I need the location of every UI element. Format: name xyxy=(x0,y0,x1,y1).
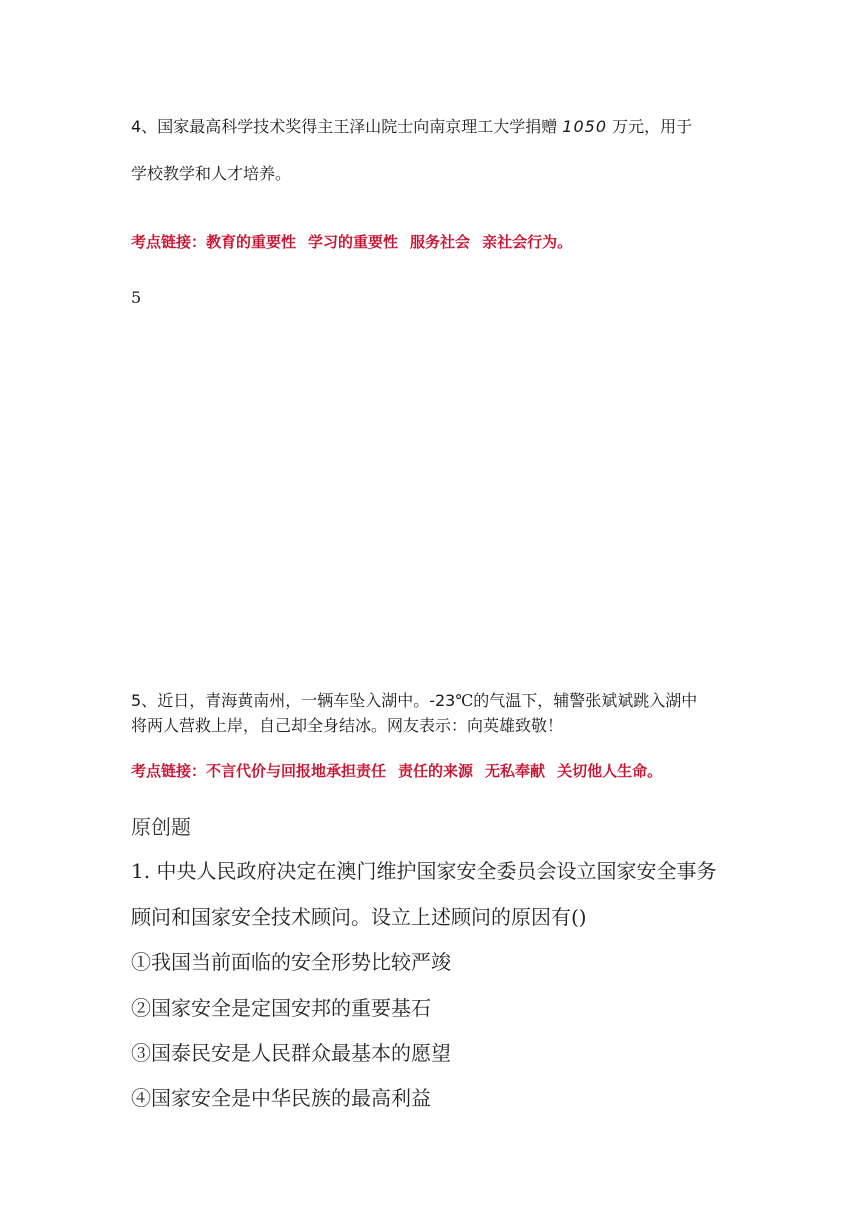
option-1: ①我国当前面临的安全形势比较严竣 xyxy=(131,950,451,974)
item5-link-4: 关切他人生命。 xyxy=(557,762,663,780)
item4-link-line xyxy=(131,232,572,252)
item5-line2: 将两人营救上岸，自己却全身结冰。网友表示：向英雄致敬！ xyxy=(131,716,564,735)
item4-link-4: 亲社会行为。 xyxy=(482,233,573,251)
page-number: 5 xyxy=(131,288,142,307)
option-2: ②国家安全是定国安邦的重要基石 xyxy=(131,996,431,1020)
item4-link-prefix: 考点链接： xyxy=(131,233,207,251)
option-4: ④国家安全是中华民族的最高利益 xyxy=(131,1086,431,1110)
item5-link-1: 不言代价与回报地承担责任 xyxy=(206,762,387,780)
item4-link-1: 教育的重要性 xyxy=(206,233,297,251)
item5-link-line xyxy=(131,761,662,781)
question1-line1: 1. 中央人民政府决定在澳门维护国家安全委员会设立国家安全事务 xyxy=(131,859,717,883)
item4-text-a: 国家最高科学技术奖得主王泽山院士向南京理工大学捐赠 xyxy=(157,117,558,136)
item4-link-2: 学习的重要性 xyxy=(308,233,399,251)
item5-link-2: 责任的来源 xyxy=(398,762,474,780)
blank-image-area xyxy=(131,310,731,670)
option-3: ③国泰民安是人民群众最基本的愿望 xyxy=(131,1041,451,1065)
item5-number: 5、 xyxy=(131,691,158,710)
item5-link-3: 无私奉献 xyxy=(485,762,546,780)
item4-amount: 1050 xyxy=(562,117,608,136)
item5-text-a: 近日，青海黄南州，一辆车坠入湖中。 xyxy=(157,691,430,710)
item5-temp: -23 xyxy=(429,691,456,710)
item4-link-3: 服务社会 xyxy=(410,233,471,251)
item5-text-b: ℃的气温下，辅警张斌斌跳入湖中 xyxy=(455,691,698,710)
item4-line1 xyxy=(131,117,692,137)
question1-line2: 顾问和国家安全技术顾问。设立上述顾问的原因有() xyxy=(131,905,587,929)
item5-line1 xyxy=(131,691,697,711)
item4-text-b: 万元，用于 xyxy=(612,117,693,136)
item5-link-prefix: 考点链接： xyxy=(131,762,207,780)
original-heading: 原创题 xyxy=(131,815,191,839)
item4-line2: 学校教学和人才培养。 xyxy=(131,164,292,183)
item4-number: 4、 xyxy=(131,117,158,136)
